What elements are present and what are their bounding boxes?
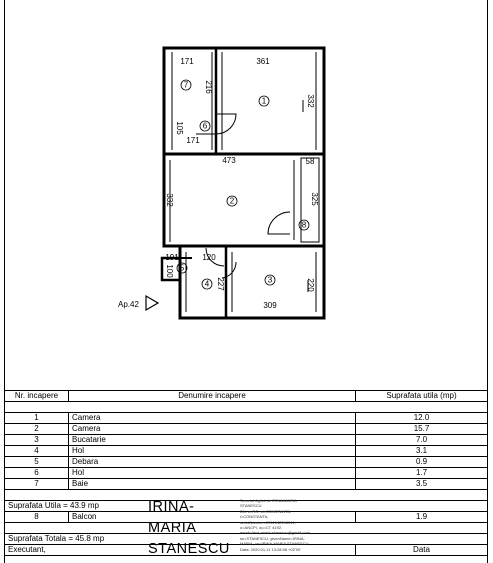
balcony-row: 8 Balcon 1.9 — [5, 512, 488, 523]
dimension-label: 332 — [306, 94, 315, 108]
dimension-label: 227 — [216, 277, 225, 291]
dimension-label: 58 — [305, 157, 315, 166]
table-row: 1 Camera 12.0 — [5, 413, 488, 424]
dimension-label: 100 — [165, 264, 174, 278]
dimension-label: 309 — [263, 301, 277, 310]
table-header — [5, 391, 488, 402]
dimension-label: 171 — [180, 57, 194, 66]
room-number-4: 4 — [204, 279, 210, 289]
dimension-label: 216 — [204, 80, 213, 94]
room-number-5: 5 — [179, 263, 185, 273]
room-number-3: 3 — [267, 275, 273, 285]
header-name: Denumire incapere — [69, 391, 356, 402]
dimension-label: 332 — [165, 193, 174, 207]
dimension-label: 120 — [202, 253, 216, 262]
dimension-label: 325 — [310, 192, 319, 206]
room-number-2: 2 — [229, 196, 235, 206]
dimension-label: 105 — [175, 121, 184, 135]
table-row: 6 Hol 1.7 — [5, 468, 488, 479]
table-row: 2 Camera 15.7 — [5, 424, 488, 435]
header-nr: Nr. incapere — [5, 391, 69, 402]
room-number-7: 7 — [183, 80, 189, 90]
dimension-label: 171 — [186, 136, 200, 145]
header-area: Suprafata utila (mp) — [356, 391, 488, 402]
grand-total: Suprafata Totala = 45.8 mp — [5, 534, 488, 545]
signature-name: IRINA- MARIA STANESCU — [148, 499, 230, 557]
room-number-8: 8 — [301, 220, 307, 230]
room-number-1: 1 — [261, 96, 267, 106]
dimension-label: 473 — [222, 156, 236, 165]
table-row: 4 Hol 3.1 — [5, 446, 488, 457]
data-label: Data — [356, 545, 488, 556]
digital-signature-details: Semnat digital de IRINA-MARIA STANESCU DN: c=RO, st=CONSTANTA, l=CONSTANTA, serialNumber=2011042098512, o=ANCPI, ou=CT 4192, email=irina.maria.stanescu@gmail.com, sn=STANESCU, givenName=IRINA- MARIA, cn=IRINA-MARIA STANESCU Data: 2020.01.11 13:28:06 +02'00' — [240, 498, 312, 552]
useful-total: Suprafata Utila = 43.9 mp — [5, 501, 488, 512]
dimension-label: 191 — [165, 253, 179, 262]
dimension-label: 220 — [306, 278, 315, 292]
apartment-label: Ap.42 — [118, 300, 139, 309]
room-number-6: 6 — [202, 121, 208, 131]
dimension-label: 361 — [256, 57, 270, 66]
executant-label: Executant, — [5, 545, 356, 556]
table-row: 7 Baie 3.5 — [5, 479, 488, 490]
table-row: 3 Bucatarie 7.0 — [5, 435, 488, 446]
table-row: 5 Debara 0.9 — [5, 457, 488, 468]
